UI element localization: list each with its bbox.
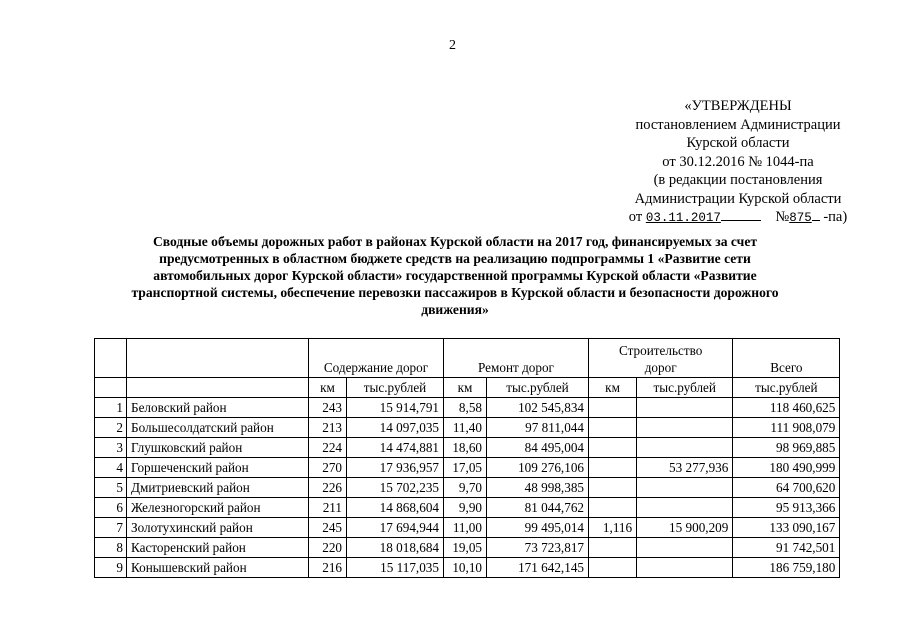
construction-km [589,498,637,518]
underline-blank [721,208,761,221]
table-header-units [95,378,840,398]
table-row [95,438,840,458]
construction-rub [637,498,733,518]
district-name: Беловский район [127,398,309,418]
table-row [95,458,840,478]
header-unit-km: км [309,378,347,398]
repair-km: 10,10 [444,558,487,578]
district-name: Дмитриевский район [127,478,309,498]
row-index: 5 [95,478,127,498]
district-name: Большесолдатский район [127,418,309,438]
construction-rub [637,418,733,438]
header-unit-rub: тыс.рублей [347,378,444,398]
header-blank [127,378,309,398]
approval-stamp [618,97,858,228]
repair-rub: 73 723,817 [487,538,589,558]
header-blank [127,339,309,378]
table-row [95,538,840,558]
construction-km [589,558,637,578]
maintenance-km: 211 [309,498,347,518]
maintenance-rub: 15 117,035 [347,558,444,578]
maintenance-km: 216 [309,558,347,578]
maintenance-rub: 14 868,604 [347,498,444,518]
maintenance-km: 243 [309,398,347,418]
construction-km [589,478,637,498]
approval-line: «УТВЕРЖДЕНЫ [684,98,792,114]
approval-line: Администрации Курской области [634,190,842,207]
repair-rub: 171 642,145 [487,558,589,578]
header-unit-rub: тыс.рублей [637,378,733,398]
table-row [95,518,840,538]
approval-number-suffix: -па) [823,209,848,225]
table-row [95,478,840,498]
maintenance-rub: 15 914,791 [347,398,444,418]
construction-km [589,458,637,478]
repair-rub: 84 495,004 [487,438,589,458]
repair-km: 8,58 [444,398,487,418]
construction-km [589,398,637,418]
construction-km [589,538,637,558]
total-rub: 98 969,885 [733,438,840,458]
repair-km: 19,05 [444,538,487,558]
repair-km: 9,90 [444,498,487,518]
maintenance-rub: 14 097,035 [347,418,444,438]
maintenance-km: 213 [309,418,347,438]
maintenance-km: 245 [309,518,347,538]
repair-km: 9,70 [444,478,487,498]
table-row [95,498,840,518]
total-rub: 91 742,501 [733,538,840,558]
underline-blank [812,208,820,221]
approval-line: постановлением Администрации [635,116,841,133]
repair-rub: 81 044,762 [487,498,589,518]
road-works-table [94,338,840,578]
construction-rub [637,398,733,418]
repair-km: 17,05 [444,458,487,478]
construction-km [589,418,637,438]
construction-km [589,438,637,458]
header-unit-km: км [444,378,487,398]
total-rub: 111 908,079 [733,418,840,438]
header-total: Всего [733,339,840,378]
page-number: 2 [449,38,456,53]
construction-rub: 53 277,936 [637,458,733,478]
construction-km: 1,116 [589,518,637,538]
construction-rub [637,438,733,458]
table-row [95,398,840,418]
repair-rub: 97 811,044 [487,418,589,438]
repair-km: 18,60 [444,438,487,458]
district-name: Касторенский район [127,538,309,558]
total-rub: 133 090,167 [733,518,840,538]
construction-rub: 15 900,209 [637,518,733,538]
total-rub: 118 460,625 [733,398,840,418]
row-index: 1 [95,398,127,418]
table-row [95,558,840,578]
repair-km: 11,40 [444,418,487,438]
header-unit-rub: тыс.рублей [487,378,589,398]
approval-date-line [618,208,858,228]
approval-date-prefix: от [628,209,643,225]
maintenance-km: 226 [309,478,347,498]
row-index: 6 [95,498,127,518]
repair-rub: 99 495,014 [487,518,589,538]
maintenance-rub: 14 474,881 [347,438,444,458]
district-name: Золотухинский район [127,518,309,538]
header-construction: Строительство дорог [589,339,733,378]
approval-line: Курской области [686,135,790,151]
header-unit-rub: тыс.рублей [733,378,840,398]
row-index: 9 [95,558,127,578]
total-rub: 186 759,180 [733,558,840,578]
district-name: Железногорский район [127,498,309,518]
document-title: Сводные объемы дорожных работ в районах Курской области на 2017 год, финансируемых за счет предусмотренных в областном бюджете средств на реализацию подпрограммы 1 «Развитие сети автомобильных дорог Курской области» государственной программы Курской области «Развитие транспортной системы, обеспечение перевозки пассажиров в Курской области и безопасности дорожного движения» [131,234,779,317]
repair-rub: 102 545,834 [487,398,589,418]
header-blank [95,339,127,378]
approval-line: (в редакции постановления [653,172,823,188]
maintenance-rub: 17 936,957 [347,458,444,478]
total-rub: 180 490,999 [733,458,840,478]
row-index: 2 [95,418,127,438]
header-repair: Ремонт дорог [444,339,589,378]
maintenance-rub: 15 702,235 [347,478,444,498]
maintenance-km: 220 [309,538,347,558]
approval-number: 875 [789,211,812,225]
row-index: 8 [95,538,127,558]
total-rub: 64 700,620 [733,478,840,498]
table-row [95,418,840,438]
header-unit-km: км [589,378,637,398]
construction-rub [637,478,733,498]
repair-km: 11,00 [444,518,487,538]
total-rub: 95 913,366 [733,498,840,518]
repair-rub: 48 998,385 [487,478,589,498]
header-blank [95,378,127,398]
maintenance-km: 224 [309,438,347,458]
construction-rub [637,558,733,578]
header-maintenance: Содержание дорог [309,339,444,378]
approval-line: от 30.12.2016 № 1044-па [662,153,814,170]
district-name: Глушковский район [127,438,309,458]
maintenance-rub: 17 694,944 [347,518,444,538]
repair-rub: 109 276,106 [487,458,589,478]
district-name: Горшеченский район [127,458,309,478]
maintenance-rub: 18 018,684 [347,538,444,558]
row-index: 7 [95,518,127,538]
row-index: 3 [95,438,127,458]
approval-number-prefix: № [775,209,790,225]
table-header-groups [95,339,840,378]
row-index: 4 [95,458,127,478]
construction-rub [637,538,733,558]
maintenance-km: 270 [309,458,347,478]
district-name: Конышевский район [127,558,309,578]
approval-date: 03.11.2017 [645,211,721,225]
